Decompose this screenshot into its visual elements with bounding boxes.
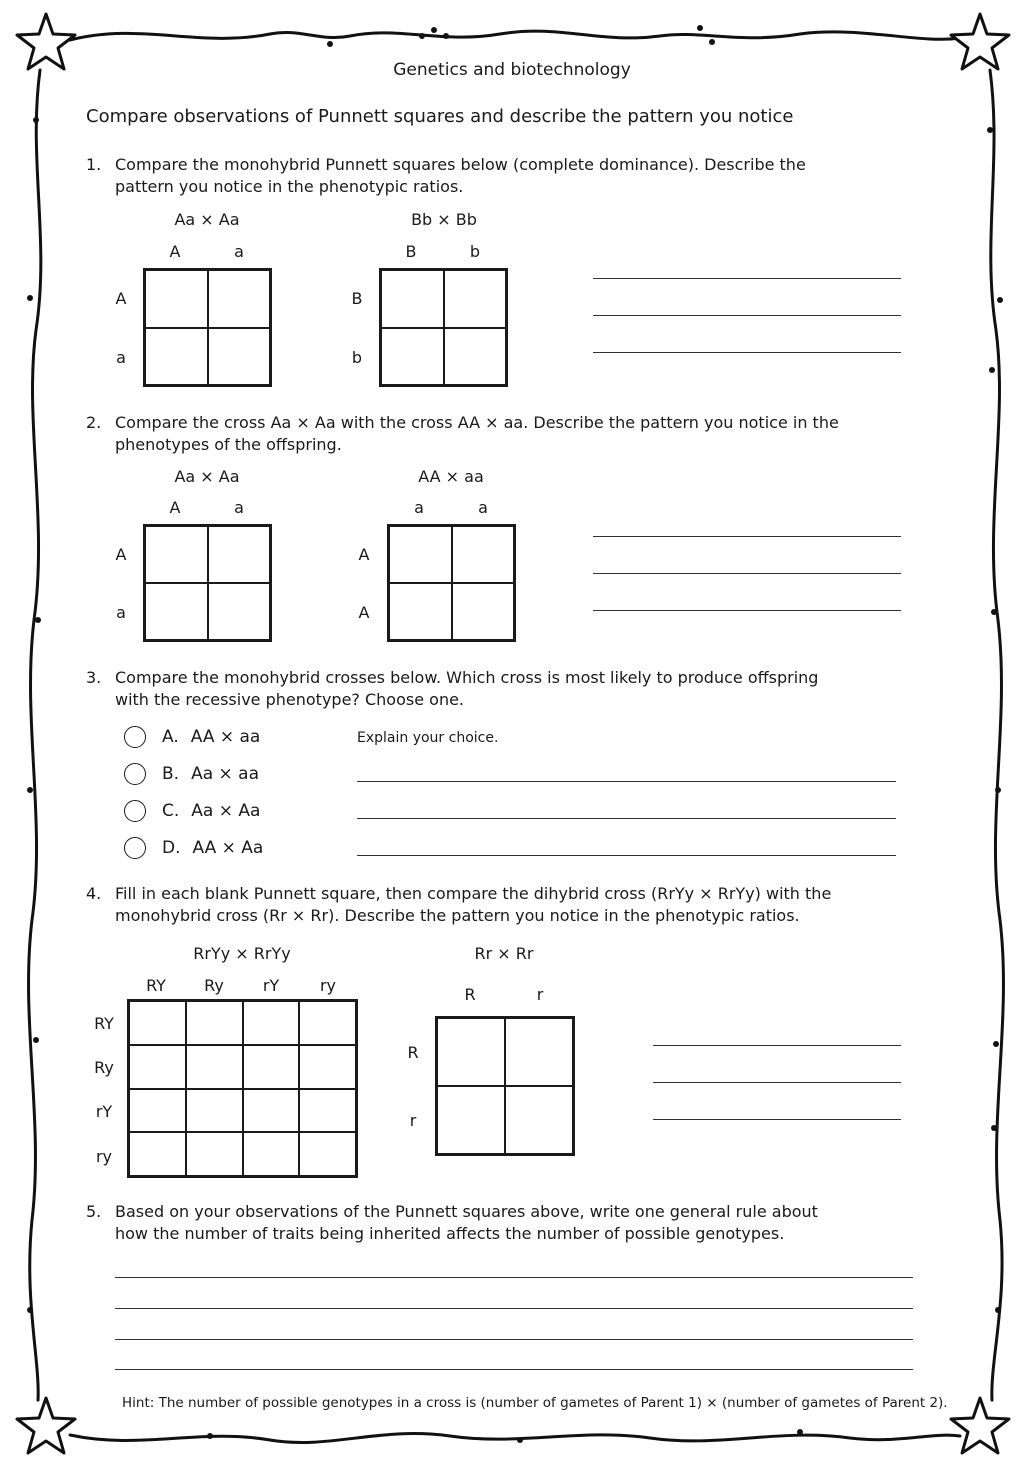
question-5 bbox=[86, 1201, 846, 1245]
column-allele: RY bbox=[146, 976, 166, 995]
punnett-cell[interactable] bbox=[243, 1132, 300, 1176]
page-title: Genetics and biotechnology bbox=[393, 60, 631, 80]
punnett-cell[interactable] bbox=[437, 1086, 505, 1154]
column-allele: a bbox=[414, 498, 424, 517]
punnett-cell[interactable] bbox=[208, 270, 271, 328]
row-allele: R bbox=[407, 1043, 419, 1062]
dihybrid-punnett-square[interactable] bbox=[127, 999, 358, 1178]
row-allele: ry bbox=[95, 1147, 113, 1166]
row-allele: a bbox=[116, 603, 126, 622]
punnett-square[interactable] bbox=[435, 1016, 575, 1156]
punnett-cell[interactable] bbox=[299, 1001, 356, 1045]
option-d[interactable] bbox=[124, 835, 263, 861]
punnett-cell[interactable] bbox=[208, 583, 271, 640]
column-allele: a bbox=[478, 498, 488, 517]
answer-line[interactable] bbox=[115, 1339, 913, 1340]
cross-label: Bb × Bb bbox=[411, 210, 477, 229]
row-allele: Ry bbox=[94, 1058, 114, 1077]
row-allele: A bbox=[358, 545, 370, 564]
question-1 bbox=[86, 154, 846, 198]
row-allele: B bbox=[351, 289, 363, 308]
cross-label: RrYy × RrYy bbox=[193, 944, 291, 963]
punnett-cell[interactable] bbox=[299, 1045, 356, 1089]
punnett-cell[interactable] bbox=[243, 1045, 300, 1089]
punnett-square[interactable] bbox=[387, 524, 516, 642]
row-allele: A bbox=[115, 545, 127, 564]
answer-line[interactable] bbox=[115, 1369, 913, 1370]
punnett-cell[interactable] bbox=[208, 328, 271, 386]
punnett-cell[interactable] bbox=[299, 1089, 356, 1133]
option-letter: A. bbox=[162, 727, 179, 747]
option-letter: D. bbox=[162, 838, 181, 858]
radio-button[interactable] bbox=[124, 837, 146, 859]
answer-line[interactable] bbox=[593, 610, 901, 611]
punnett-cell[interactable] bbox=[186, 1132, 243, 1176]
question-2 bbox=[86, 412, 846, 456]
punnett-cell[interactable] bbox=[129, 1132, 186, 1176]
punnett-cell[interactable] bbox=[437, 1018, 505, 1086]
radio-button[interactable] bbox=[124, 800, 146, 822]
cross-label: AA × aa bbox=[418, 467, 484, 486]
column-allele: B bbox=[405, 242, 417, 261]
punnett-cell[interactable] bbox=[129, 1045, 186, 1089]
punnett-cell[interactable] bbox=[444, 270, 507, 328]
cross-label: Aa × Aa bbox=[174, 210, 240, 229]
column-allele: b bbox=[469, 242, 481, 261]
question-text: Based on your observations of the Punnett squares above, write one general rule about how the number of traits being inherited affects the number of possible genotypes. bbox=[115, 1202, 818, 1243]
option-cross: AA × Aa bbox=[192, 838, 264, 858]
worksheet-instructions: Compare observations of Punnett squares and describe the pattern you notice bbox=[86, 106, 794, 127]
punnett-cell[interactable] bbox=[444, 328, 507, 386]
punnett-square[interactable] bbox=[143, 524, 272, 642]
punnett-cell[interactable] bbox=[243, 1001, 300, 1045]
punnett-cell[interactable] bbox=[299, 1132, 356, 1176]
punnett-cell[interactable] bbox=[145, 526, 208, 583]
question-number: 4. bbox=[86, 884, 102, 903]
answer-line[interactable] bbox=[653, 1082, 901, 1083]
cross-label: Rr × Rr bbox=[474, 944, 534, 963]
punnett-cell[interactable] bbox=[129, 1089, 186, 1133]
option-cross: AA × aa bbox=[190, 727, 261, 747]
option-cross: Aa × Aa bbox=[191, 801, 261, 821]
answer-line[interactable] bbox=[653, 1045, 901, 1046]
answer-line[interactable] bbox=[593, 315, 901, 316]
answer-line[interactable] bbox=[593, 536, 901, 537]
answer-line[interactable] bbox=[357, 781, 896, 782]
column-allele: A bbox=[169, 498, 181, 517]
punnett-cell[interactable] bbox=[389, 526, 452, 583]
punnett-cell[interactable] bbox=[381, 270, 444, 328]
option-letter: B. bbox=[162, 764, 180, 784]
row-allele: rY bbox=[95, 1102, 113, 1121]
punnett-cell[interactable] bbox=[129, 1001, 186, 1045]
punnett-cell[interactable] bbox=[389, 583, 452, 640]
column-allele: rY bbox=[262, 976, 280, 995]
punnett-cell[interactable] bbox=[145, 583, 208, 640]
answer-line[interactable] bbox=[653, 1119, 901, 1120]
column-allele: ry bbox=[319, 976, 337, 995]
punnett-cell[interactable] bbox=[505, 1086, 573, 1154]
answer-line[interactable] bbox=[115, 1277, 913, 1278]
punnett-cell[interactable] bbox=[186, 1001, 243, 1045]
answer-line[interactable] bbox=[357, 818, 896, 819]
question-3 bbox=[86, 667, 846, 711]
punnett-cell[interactable] bbox=[186, 1045, 243, 1089]
question-number: 3. bbox=[86, 668, 102, 687]
question-text: Compare the monohybrid crosses below. Which cross is most likely to produce offspring with the recessive phenotype? Choose one. bbox=[115, 668, 819, 709]
column-allele: a bbox=[234, 498, 244, 517]
radio-button[interactable] bbox=[124, 763, 146, 785]
hint-text: Hint: The number of possible genotypes in a cross is (number of gametes of Parent 1) × (number of gametes of Parent 2). bbox=[122, 1395, 948, 1411]
row-allele: b bbox=[351, 348, 363, 367]
question-number: 5. bbox=[86, 1202, 102, 1221]
question-number: 2. bbox=[86, 413, 102, 432]
punnett-cell[interactable] bbox=[145, 328, 208, 386]
column-allele: Ry bbox=[204, 976, 224, 995]
answer-line[interactable] bbox=[593, 352, 901, 353]
punnett-cell[interactable] bbox=[243, 1089, 300, 1133]
cross-label: Aa × Aa bbox=[174, 467, 240, 486]
option-a[interactable] bbox=[124, 724, 260, 750]
punnett-cell[interactable] bbox=[381, 328, 444, 386]
answer-line[interactable] bbox=[593, 278, 901, 279]
punnett-cell[interactable] bbox=[208, 526, 271, 583]
question-number: 1. bbox=[86, 155, 102, 174]
punnett-square[interactable] bbox=[379, 268, 508, 387]
column-allele: R bbox=[464, 985, 476, 1004]
row-allele: A bbox=[358, 603, 370, 622]
punnett-square[interactable] bbox=[143, 268, 272, 387]
row-allele: r bbox=[409, 1111, 417, 1130]
column-allele: r bbox=[536, 985, 544, 1004]
question-text: Compare the monohybrid Punnett squares below (complete dominance). Describe the pattern you notice in the phenotypic ratios. bbox=[115, 155, 806, 196]
row-allele: RY bbox=[94, 1014, 114, 1033]
radio-button[interactable] bbox=[124, 726, 146, 748]
punnett-cell[interactable] bbox=[452, 583, 515, 640]
option-letter: C. bbox=[162, 801, 180, 821]
question-text: Compare the cross Aa × Aa with the cross AA × aa. Describe the pattern you notice in the phenotypes of the offspring. bbox=[115, 413, 839, 454]
answer-line[interactable] bbox=[115, 1308, 913, 1309]
column-allele: a bbox=[234, 242, 244, 261]
explain-prompt: Explain your choice. bbox=[357, 730, 499, 746]
option-cross: Aa × aa bbox=[191, 764, 260, 784]
option-b[interactable] bbox=[124, 761, 259, 787]
punnett-cell[interactable] bbox=[145, 270, 208, 328]
column-allele: A bbox=[169, 242, 181, 261]
answer-line[interactable] bbox=[593, 573, 901, 574]
question-text: Fill in each blank Punnett square, then compare the dihybrid cross (RrYy × RrYy) with the monohybrid cross (Rr × Rr). Describe the pattern you notice in the phenotypic ratios. bbox=[115, 884, 832, 925]
punnett-cell[interactable] bbox=[186, 1089, 243, 1133]
option-c[interactable] bbox=[124, 798, 260, 824]
question-4 bbox=[86, 883, 846, 927]
row-allele: a bbox=[116, 348, 126, 367]
punnett-cell[interactable] bbox=[505, 1018, 573, 1086]
answer-line[interactable] bbox=[357, 855, 896, 856]
punnett-cell[interactable] bbox=[452, 526, 515, 583]
row-allele: A bbox=[115, 289, 127, 308]
